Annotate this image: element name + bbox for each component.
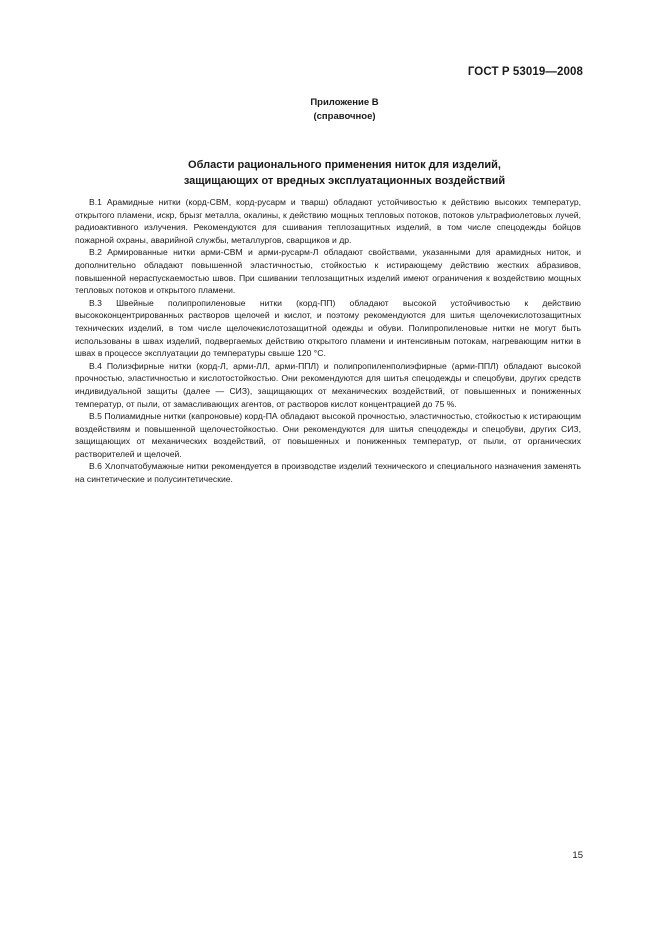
paragraph-b3: В.3 Швейные полипропиленовые нитки (корд-ПП) обладают высокой устойчивостью к действию высококонцентрированных растворов щелочей и кислот, и поэтому рекомендуются для шитья щелочекислотозащитных технических изделий, в том числе щелочекислотозащитной одежды и обуви. Полипропиленовые нитки не могут быть использованы в швах изделий, подвергаемых действию открытого пламени и интенсивным потокам, нагревающим нитки в швах в процессе эксплуатации до температуры свыше 120 °С. bbox=[75, 297, 581, 359]
paragraph-b1: В.1 Арамидные нитки (корд-СВМ, корд-русарм и тварш) обладают устойчивостью к действию высоких температур, открытого пламени, искр, брызг металла, окалины, к действию мощных тепловых потоков, потоков ультрафиолетовых лучей, радиоактивного излучения. Рекомендуются для сшивания теплозащитных изделий, в том числе спецодежды бойцов пожарной охраны, аварийной службы, металлургов, сварщиков и др. bbox=[75, 197, 581, 245]
page-number: 15 bbox=[572, 850, 583, 861]
appendix-subtitle: (справочное) bbox=[313, 111, 376, 122]
appendix-heading bbox=[0, 96, 661, 124]
section-title-line-2: защищающих от вредных эксплуатационных воздействий bbox=[183, 175, 506, 187]
paragraph-b5: В.5 Полиамидные нитки (капроновые) корд-ПА обладают высокой прочностью, эластичностью, стойкостью к истирающим воздействиям и повышенной щелочестойкостью. Они рекомендуются для шитья спецодежды и спецобуви, других СИЗ, защищающих от механических воздействий, от повышенных и пониженных температур, от пыли, от органических растворителей и щелочей. bbox=[75, 411, 581, 459]
paragraph-b6: В.6 Хлопчатобумажные нитки рекомендуется в производстве изделий технического и специального назначения заменять на синтетические и полусинтетические. bbox=[75, 461, 581, 485]
paragraph-b4: В.4 Полиэфирные нитки (корд-Л, арми-ЛЛ, арми-ППЛ) и полипропиленполиэфирные (арми-ППЛ) обладают высокой прочностью, эластичностью и кислотостойкостью. Они рекомендуются для шитья спецодежды и спецобуви, других средств индивидуальной защиты (далее — СИЗ), защищающих от механических воздействий, от повышенных и пониженных температур, от пыли, от замасливающих агентов, от растворов кислот концентрацией до 75 %. bbox=[75, 360, 581, 409]
paragraph-b2: В.2 Армированные нитки арми-СВМ и арми-русарм-Л обладают свойствами, указанными для арамидных ниток, и дополнительно обладают повышенной эластичностью, стойкостью к истирающему действию жестких абразивов, повышенной нераспускаемостью швов. При сшивании теплозащитных изделий имеют ограничения к воздействию мощных тепловых потоков и открытого пламени. bbox=[75, 247, 581, 296]
section-title bbox=[0, 157, 661, 189]
document-code: ГОСТ Р 53019—2008 bbox=[467, 66, 583, 78]
appendix-title: Приложение В bbox=[310, 97, 379, 108]
body-text bbox=[75, 196, 581, 486]
section-title-line-1: Области рационального применения ниток для изделий, bbox=[188, 159, 501, 171]
